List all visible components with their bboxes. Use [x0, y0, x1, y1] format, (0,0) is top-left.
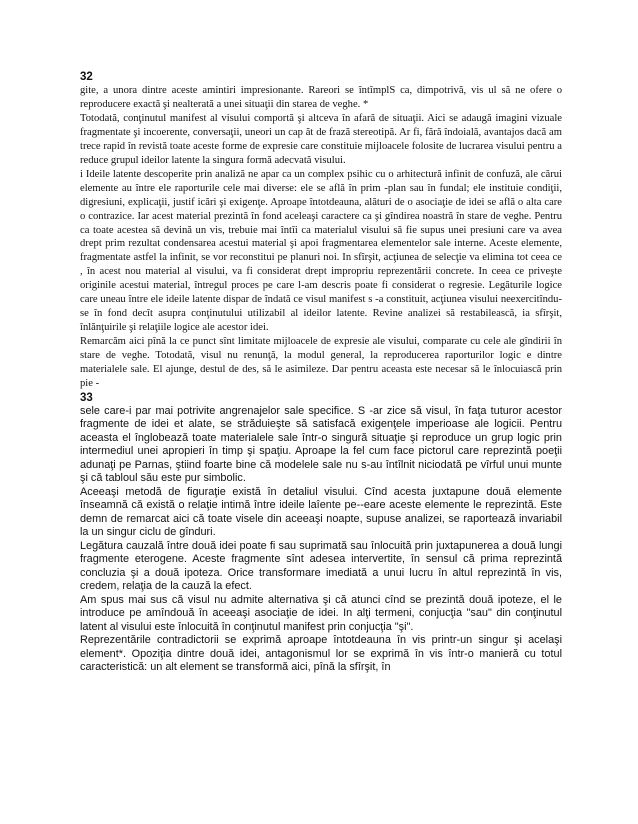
paragraph: Totodată, conţinutul manifest al visului comportă şi altceva în afară de situaţii. Aici se adaugă imagini vizuale fragmentate şi incoerente, conversaţii, uneori un cap ăt de frază stereotipă. Ar fi, fără îndoială, avantajos dacă am trece rapid în revistă toate aceste forme de expresie care constituie mijloacele folosite de lucrarea visului pentru a reduce grupul ideilor latente la singura formă adecvată visului.: [80, 112, 562, 166]
page-number-33: 33: [80, 391, 93, 404]
page-33-text: [80, 405, 562, 675]
paragraph: Reprezentările contradictorii se exprimă aproape întotdeauna în vis printr-un singur şi acelaşi element*. Opoziţia dintre două idei, antagonismul lor se exprimă în vis într-o manieră cu totul caracteristică: un alt element se transformă aici, pînă la sfîrşit, în: [80, 634, 562, 674]
paragraph: Am spus mai sus că visul nu admite alternativa şi că atunci cînd se prezintă două ipoteze, el le introduce pe amîndouă în aceeaşi asociaţie de idei. In alţi termeni, conjucţia "sau" din conţinutul latent al visului este înlocuită în conţinutul manifest prin conjucţia "şi".: [80, 593, 562, 633]
paragraph: sele care-i par mai potrivite angrenajelor sale specifice. S -ar zice să visul, în faţa tuturor acestor fragmente de idei et alate, se străduieşte să satisfacă exigenţele imperioase ale logicii. Pentru aceasta el înglobează toate materialele sale într-o singură situaţie şi reproduce un grup logic prin intermediul unei apropieri în timp şi spaţiu. Aproape la fel cum face pictorul care reprezintă poeţii adunaţi pe Parnas, ştiind foarte bine că modelele sale nu s-au întîlnit niciodată pe vîrful unui munte şi că tabloul său este pur simbolic.: [80, 404, 562, 485]
paragraph: gite, a unora dintre aceste amintiri impresionante. Rareori se întîmplS ca, dimpotrivă, vis ul să ne ofere o reproducere exactă şi nealterată a unei situaţii din starea de veghe. *: [80, 85, 562, 110]
page-32-text: [80, 84, 562, 391]
paragraph: Remarcăm aici pînă la ce punct sînt limitate mijloacele de expresie ale visului, comparate cu cele ale gîndirii în stare de veghe. Totodată, visul nu renunţă, la modul general, la reproducerea raporturilor logic e dintre materialele sale. El ajunge, destul de des, să le asimileze. Dar pentru aceasta este necesar să le înlocuiască prin pie -: [80, 336, 562, 390]
paragraph: i Ideile latente descoperite prin analiză ne apar ca un complex psihic cu o arhitectură infinit de confuză, ale cărui elemente au între ele raporturile cele mai diverse: ele se află în prim -plan sau în fundal; ele instituie condiţii, digresiuni, explicaţii, justif icări şi exigenţe. Aproape întotdeauna, alături de o asociaţie de idei se află o alta care o contrazice. Iar acest material prezintă în fond aceleaşi caractere ca şi gîndirea noastră în stare de veghe. Pentru ca toate acestea să devină un vis, trebuie mai întîi ca materialul visului să fie supus unei presiuni care va avea drept prim rezultat condensarea acestui material şi apoi fragmentarea elementelor sale interne. Aceste elemente, fragmentate astfel la infinit, se vor reconstitui pe planuri noi. In sfîrşit, acţiunea de selecţie va elimina tot ceea ce , în acest nou material al visului, va fi considerat drept impropriu reprezentării concrete. In ceea ce priveşte originile acestui material, întregul proces pe care l-am descris poate fi considerat o regresie. Legăturile logice care uneau între ele ideile latente dispar de îndată ce visul manifest s -a constituit, acţiunea visului neexercitîndu-se în fond decît asupra conţinutului utilizabil al ideilor latente. Revine analizei să restabilească, ia sfîrşit, înlănţuirile şi relaţiile logice ale acestor idei.: [80, 168, 562, 334]
document-page: [80, 70, 562, 675]
paragraph: Legătura cauzală între două idei poate fi sau suprimată sau înlocuită prin juxtapunerea a două lungi fragmente eterogene. Aceste fragmente sînt adesea intervertite, în sensul că prima reprezintă concluzia şi a două ipoteza. Orice transformare imediată a unui lucru în altul reprezintă în vis, credem, relaţia de la cauză la efect.: [80, 539, 562, 593]
page-number-32: 32: [80, 71, 93, 83]
paragraph: Aceeaşi metodă de figuraţie există în detaliul visului. Cînd acesta juxtapune două elemente înseamnă că există o relaţie intimă între ideile laîente pe--eare aceste elemente le reprezintă. Este demn de remarcat aici că toate visele din aceeaşi noapte, supuse analizei, se raportează invariabil la un singur ciclu de gînduri.: [80, 485, 562, 539]
